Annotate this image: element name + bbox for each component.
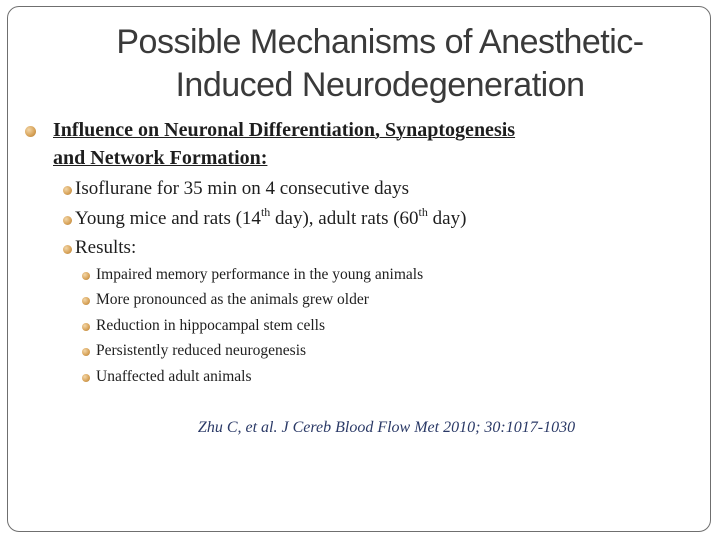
bullet-dot-icon bbox=[63, 245, 72, 254]
bullet-dot-icon bbox=[82, 374, 90, 382]
bullet-dot-icon bbox=[82, 348, 90, 356]
result-item: Unaffected adult animals bbox=[96, 368, 252, 385]
result-item: Persistently reduced neurogenesis bbox=[96, 342, 307, 359]
bullet-dot-icon bbox=[82, 272, 90, 280]
bullet-dot-icon bbox=[63, 186, 72, 195]
citation: Zhu C, et al. J Cereb Blood Flow Met 2010; 30:1017-1030 bbox=[197, 419, 576, 436]
heading-line-1: Influence on Neuronal Differentiation, Synaptogenesis bbox=[53, 119, 516, 141]
bullet-dot-icon bbox=[82, 297, 90, 305]
bullet-dot-icon bbox=[82, 323, 90, 331]
result-item: Impaired memory performance in the young animals bbox=[96, 266, 424, 283]
subjects-item: Young mice and rats (14th day), adult rats (60th day) bbox=[75, 205, 467, 229]
heading-line-2: and Network Formation: bbox=[53, 147, 268, 169]
slide-title-line-1: Possible Mechanisms of Anesthetic- bbox=[116, 23, 644, 61]
bullet-dot-icon bbox=[63, 216, 72, 225]
slide-title-line-2: Induced Neurodegeneration bbox=[175, 66, 585, 104]
bullet-dot-icon bbox=[25, 126, 36, 137]
results-label: Results: bbox=[75, 237, 137, 258]
result-item: More pronounced as the animals grew older bbox=[96, 291, 369, 308]
result-item: Reduction in hippocampal stem cells bbox=[96, 317, 326, 334]
exposure-item: Isoflurane for 35 min on 4 consecutive days bbox=[75, 178, 409, 199]
